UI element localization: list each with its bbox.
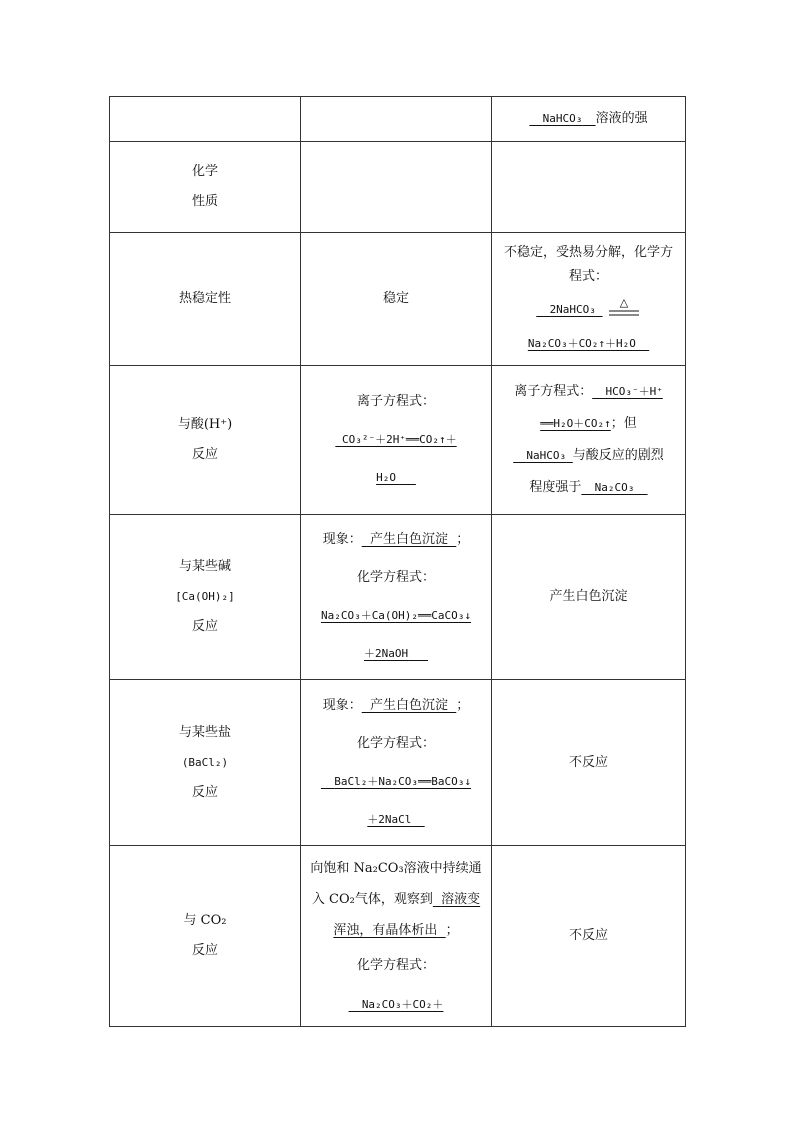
row-heading: 反应 [191,447,218,462]
cell-label: 现象： [322,697,362,713]
answer-blank: Na₂CO₃＋Ca(OH)₂══CaCO₃↓ [320,609,472,622]
comparison-table [109,96,686,1027]
answer-blank: 溶液变 [441,891,481,907]
cell-nahco3 [492,97,686,142]
table-row [110,515,686,680]
cell-text: 不稳定，受热易分解，化学方程式： [503,245,673,284]
cell-text: 程度强于 [529,480,582,495]
row-heading: 反应 [191,619,218,634]
equation-line [498,408,679,440]
row-heading: 化学 [191,164,218,179]
cell-nahco3 [492,142,686,233]
answer-blank: Na₂CO₃＋CO₂↑＋H₂O [527,337,636,350]
cell-nahco3: 不反应 [492,846,686,1027]
cell-text: 与酸反应的剧烈 [572,448,664,463]
answer-blank: 产生白色沉淀 [369,697,448,713]
answer-blank: ＋2NaOH [364,647,409,660]
row-heading: (BaCl₂) [181,755,229,769]
phenomenon-line [307,884,485,915]
phenomenon-line [307,521,485,559]
cell-label: 化学方程式： [356,570,435,585]
answer-blank: BaCl₂＋Na₂CO₃══BaCO₃↓ [334,774,472,788]
answer-blank: 产生白色沉淀 [369,532,448,547]
cell-na2co3 [301,846,492,1027]
answer-blank: NaHCO₃ [542,112,583,125]
cell-na2co3 [301,515,492,680]
heat-condition-icon [607,295,641,325]
equation-line [498,293,679,327]
equation-line [498,472,679,504]
cell-label: 化学方程式： [356,957,435,973]
row-heading: 与某些碱 [178,559,231,574]
row-heading: 与酸(H⁺) [177,417,233,432]
table-row [110,142,686,233]
answer-blank: ══H₂O＋CO₂↑ [540,417,611,430]
answer-blank: Na₂CO₃ [594,481,635,494]
cell-nahco3: 产生白色沉淀 [492,515,686,680]
cell-label: 现象： [322,532,362,547]
cell-text: ；但 [610,416,637,431]
cell-nahco3: 不反应 [492,680,686,846]
row-heading: 反应 [191,784,218,800]
cell-nahco3 [492,233,686,366]
answer-blank: NaHCO₃ [526,449,567,462]
equation-line [498,376,679,408]
cell-text: ； [456,532,470,547]
row-heading: [Ca(OH)₂] [175,590,235,603]
cell-na2co3 [301,680,492,846]
cell-label: 离子方程式： [514,384,593,399]
cell-property [110,142,301,233]
cell-text: ； [456,697,470,713]
answer-blank: HCO₃⁻＋H⁺ [605,385,663,398]
answer-blank: H₂O [376,471,396,484]
cell-property [110,846,301,1027]
cell-text: ； [445,922,459,938]
row-heading: 与 CO₂ [183,913,227,928]
answer-blank: CO₃²⁻＋2H⁺══CO₂↑＋ [341,433,457,446]
row-heading: 与某些盐 [178,724,231,740]
row-heading: 性质 [191,194,218,209]
cell-na2co3: 稳定 [301,233,492,366]
cell-property [110,515,301,680]
cell-text: 溶液的强 [595,111,648,126]
table-row [110,233,686,366]
phenomenon-line [307,687,485,725]
cell-property [110,97,301,142]
cell-text: 入 CO₂气体，观察到 [311,891,433,907]
cell-property [110,366,301,515]
equation-line [498,440,679,472]
answer-blank: ＋2NaCl [367,812,412,826]
svg-text:△: △ [619,295,628,309]
row-heading: 反应 [191,943,218,958]
table-row [110,97,686,142]
answer-blank: 2NaHCO₃ [549,303,596,316]
table-row [110,846,686,1027]
cell-na2co3 [301,366,492,515]
table-row [110,680,686,846]
cell-na2co3 [301,97,492,142]
row-heading: 热稳定性 [110,233,301,366]
cell-label: 化学方程式： [356,735,435,751]
cell-na2co3 [301,142,492,233]
table-row [110,366,686,515]
cell-nahco3 [492,366,686,515]
answer-blank: Na₂CO₃＋CO₂＋ [361,997,444,1011]
cell-text: 向饱和 Na₂CO₃溶液中持续通 [310,860,482,876]
cell-property [110,680,301,846]
cell-label: 离子方程式： [356,394,435,409]
phenomenon-line [307,915,485,946]
answer-blank: 浑浊，有晶体析出 [333,922,438,938]
